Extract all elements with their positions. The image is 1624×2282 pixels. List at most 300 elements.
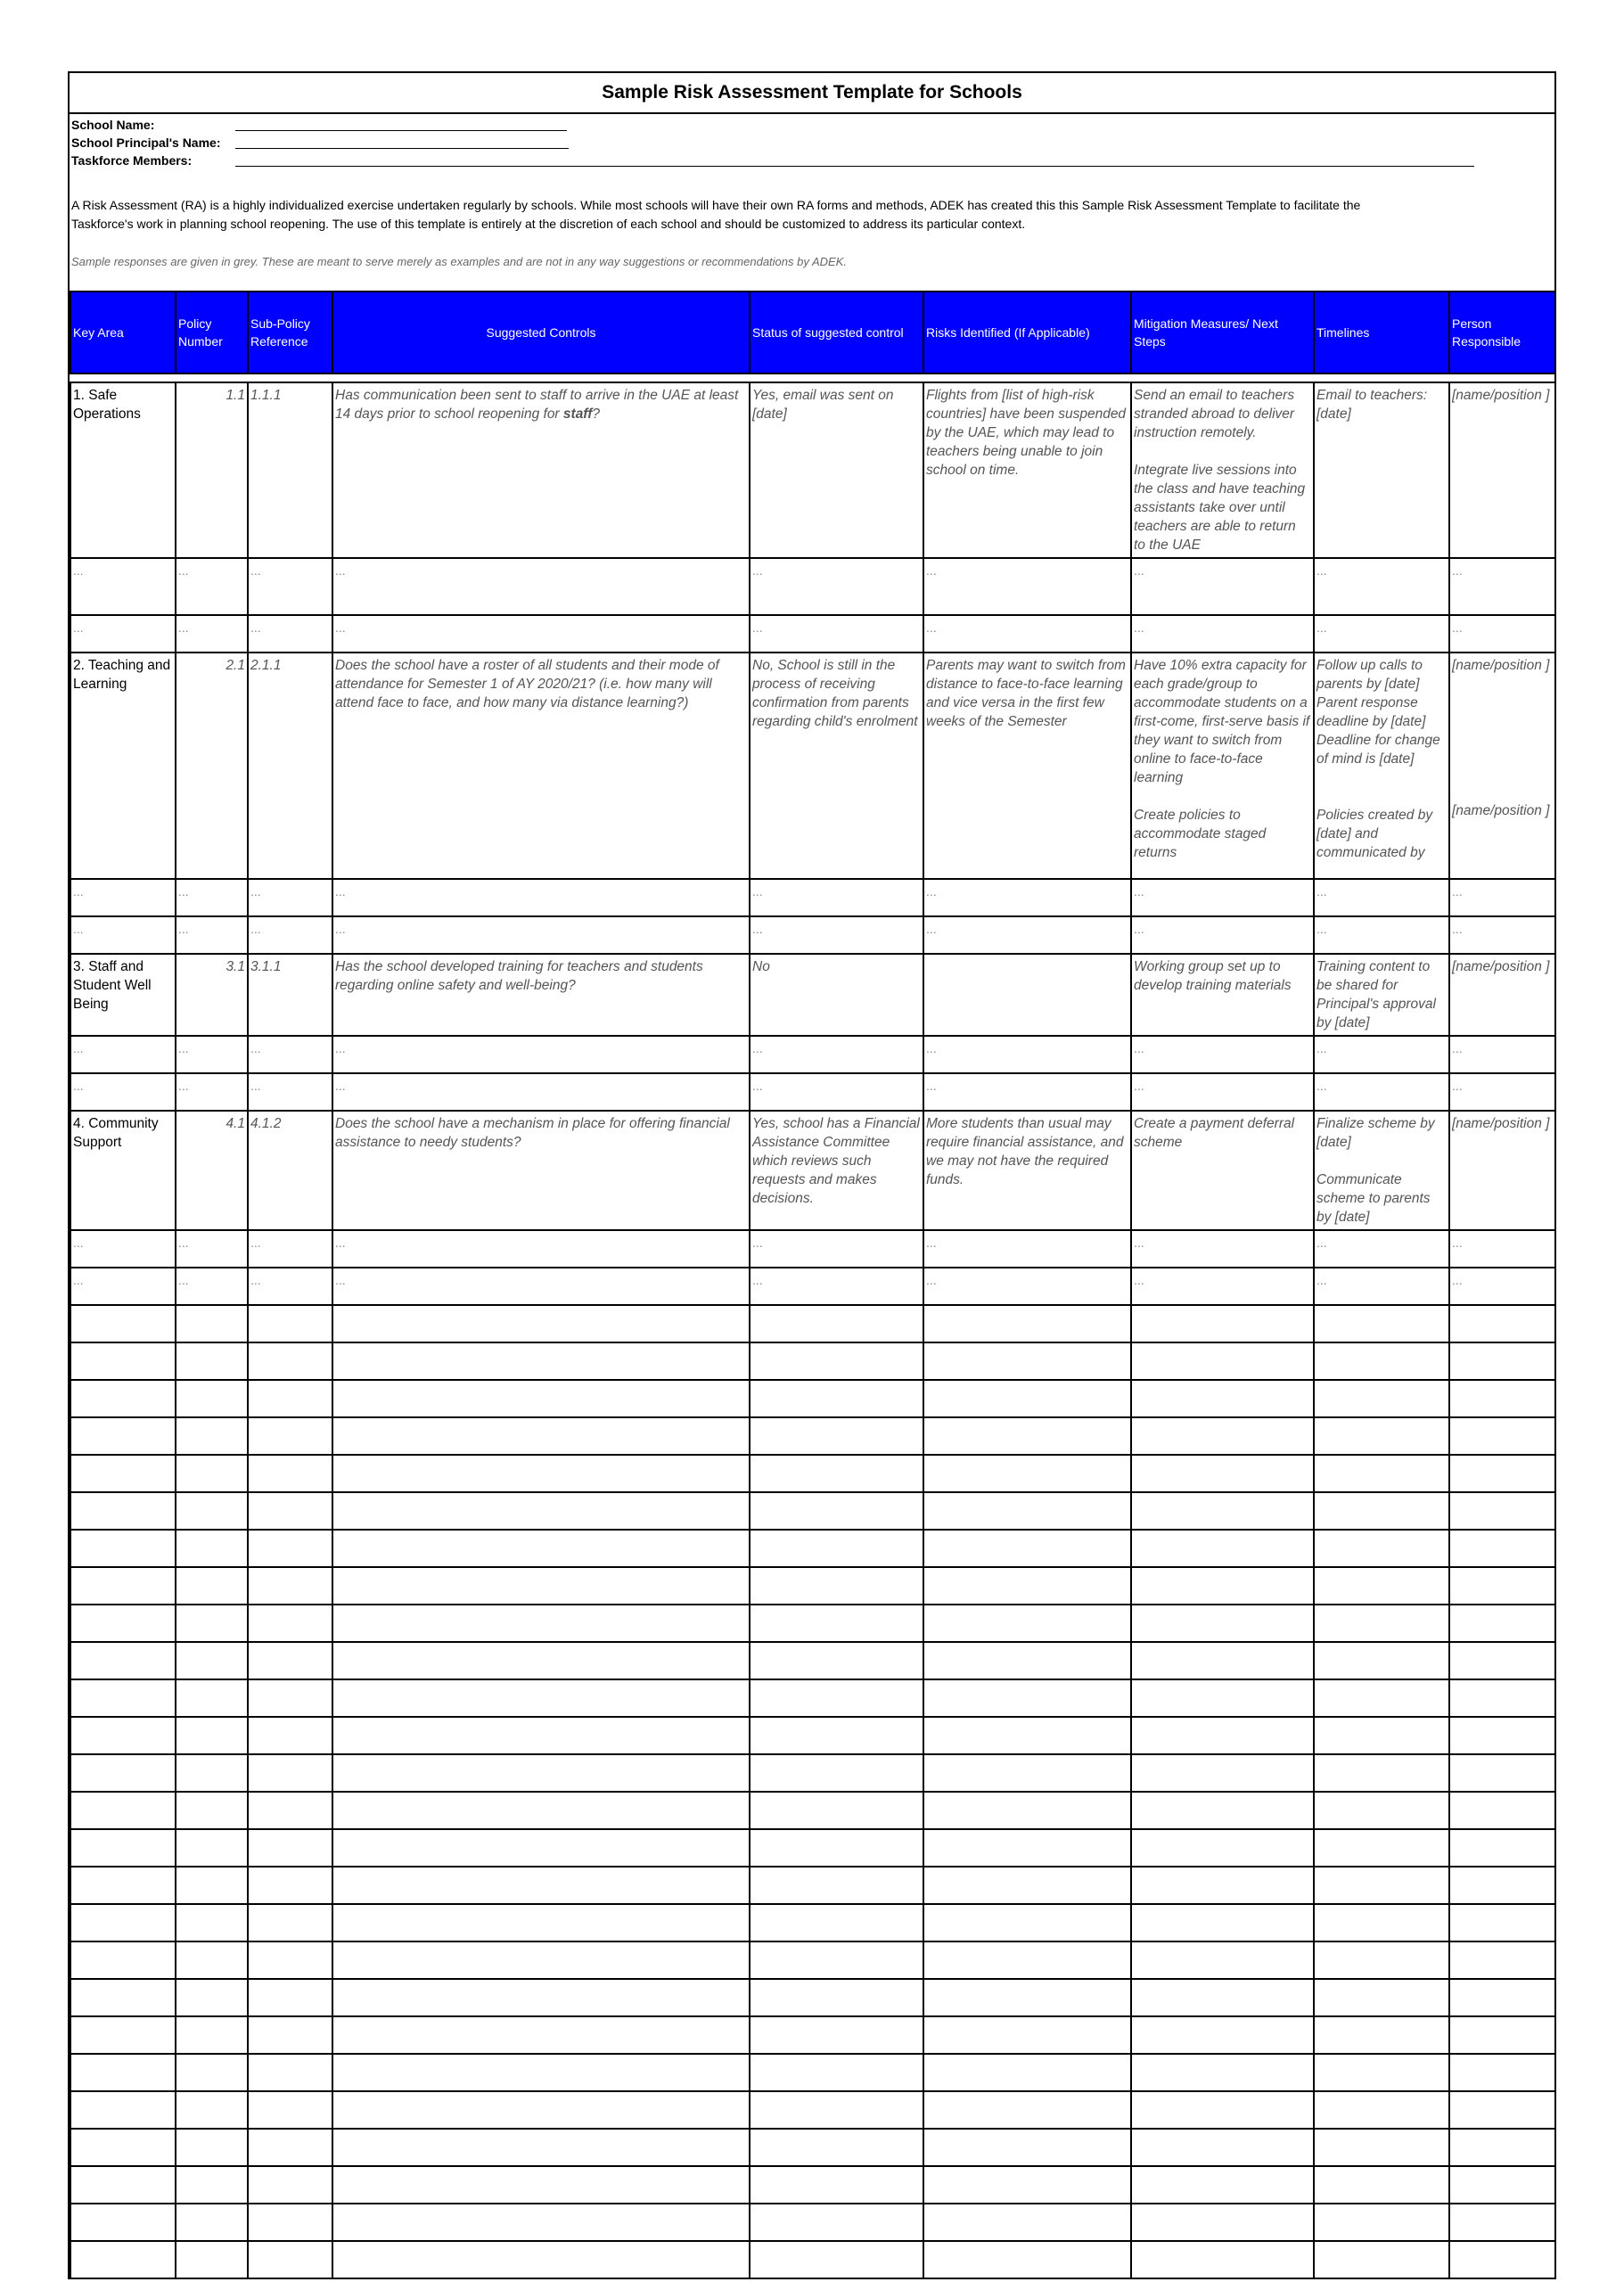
blank-cell[interactable] [332,1679,750,1717]
blank-cell[interactable] [1449,1754,1555,1792]
sub-policy-cell[interactable]: 3.1.1 [248,954,332,1036]
blank-cell[interactable] [1314,1792,1449,1829]
blank-cell[interactable] [248,2204,332,2241]
blank-cell[interactable] [1314,1567,1449,1605]
mitigation-cell[interactable]: Have 10% extra capacity for each grade/group to accommodate students on a first-come, first-serve basis if they want to switch from online to face-to-face learning Create policies to accommodate staged returns [1131,653,1314,879]
control-cell[interactable]: Has the school developed training for teachers and students regarding online safety and well-being? [332,954,750,1036]
blank-cell[interactable] [1314,1904,1449,1941]
blank-cell[interactable] [750,1342,923,1380]
blank-cell[interactable] [923,1642,1131,1679]
blank-cell[interactable] [248,2129,332,2166]
blank-cell[interactable] [70,2054,176,2091]
ellipsis-cell[interactable]: ... [332,615,750,653]
blank-cell[interactable] [332,2054,750,2091]
blank-cell[interactable] [1449,1642,1555,1679]
blank-cell[interactable] [1131,1792,1314,1829]
policy-number-cell[interactable]: 2.1 [176,653,248,879]
timeline-cell[interactable]: Follow up calls to parents by [date] Parent response deadline by [date] Deadline for change of mind is [date] Policies created by [date] and communicated by [1314,653,1449,879]
ellipsis-cell[interactable]: ... [248,558,332,615]
key-area-cell[interactable]: 1. Safe Operations [70,382,176,558]
blank-cell[interactable] [1449,1492,1555,1530]
blank-cell[interactable] [923,1679,1131,1717]
ellipsis-cell[interactable]: ... [1449,1073,1555,1111]
ellipsis-cell[interactable]: ... [1449,558,1555,615]
blank-cell[interactable] [1314,1492,1449,1530]
ellipsis-cell[interactable]: ... [750,1073,923,1111]
blank-cell[interactable] [332,1380,750,1417]
ellipsis-cell[interactable]: ... [332,1268,750,1305]
blank-cell[interactable] [1449,2166,1555,2204]
blank-cell[interactable] [332,1417,750,1455]
principal-name-input-line[interactable] [235,148,569,149]
blank-cell[interactable] [750,1380,923,1417]
ellipsis-cell[interactable]: ... [923,1230,1131,1268]
blank-cell[interactable] [332,2166,750,2204]
blank-cell[interactable] [70,1605,176,1642]
ellipsis-cell[interactable]: ... [750,615,923,653]
blank-cell[interactable] [70,1642,176,1679]
policy-number-cell[interactable]: 3.1 [176,954,248,1036]
blank-cell[interactable] [70,2204,176,2241]
blank-cell[interactable] [248,1829,332,1867]
blank-cell[interactable] [176,1492,248,1530]
blank-cell[interactable] [70,2241,176,2278]
blank-cell[interactable] [1449,1829,1555,1867]
ellipsis-cell[interactable]: ... [1314,916,1449,954]
ellipsis-cell[interactable]: ... [1314,1230,1449,1268]
blank-cell[interactable] [176,2166,248,2204]
blank-cell[interactable] [176,2204,248,2241]
status-cell[interactable]: Yes, email was sent on [date] [750,382,923,558]
blank-cell[interactable] [750,2166,923,2204]
blank-cell[interactable] [248,1979,332,2016]
ellipsis-cell[interactable]: ... [1449,916,1555,954]
timeline-cell[interactable]: Training content to be shared for Principal's approval by [date] [1314,954,1449,1036]
ellipsis-cell[interactable]: ... [1449,1268,1555,1305]
blank-cell[interactable] [923,1941,1131,1979]
blank-cell[interactable] [1314,2241,1449,2278]
ellipsis-cell[interactable]: ... [1314,558,1449,615]
ellipsis-cell[interactable]: ... [332,558,750,615]
blank-cell[interactable] [1131,1717,1314,1754]
blank-cell[interactable] [923,2016,1131,2054]
blank-cell[interactable] [750,1941,923,1979]
ellipsis-cell[interactable]: ... [332,879,750,916]
blank-cell[interactable] [1131,1567,1314,1605]
ellipsis-cell[interactable]: ... [332,1036,750,1073]
ellipsis-cell[interactable]: ... [332,1073,750,1111]
blank-cell[interactable] [70,1567,176,1605]
blank-cell[interactable] [1314,1455,1449,1492]
blank-cell[interactable] [1449,2054,1555,2091]
blank-cell[interactable] [1449,1455,1555,1492]
blank-cell[interactable] [1314,1717,1449,1754]
ellipsis-cell[interactable]: ... [923,916,1131,954]
blank-cell[interactable] [1131,2016,1314,2054]
ellipsis-cell[interactable]: ... [1314,1036,1449,1073]
blank-cell[interactable] [923,1754,1131,1792]
status-cell[interactable]: No, School is still in the process of receiving confirmation from parents regarding child's enrolment [750,653,923,879]
blank-cell[interactable] [1131,1380,1314,1417]
blank-cell[interactable] [923,2129,1131,2166]
blank-cell[interactable] [1449,1417,1555,1455]
blank-cell[interactable] [176,1904,248,1941]
blank-cell[interactable] [248,2054,332,2091]
blank-cell[interactable] [923,1829,1131,1867]
blank-cell[interactable] [248,1867,332,1904]
blank-cell[interactable] [1449,1380,1555,1417]
ellipsis-cell[interactable]: ... [248,1230,332,1268]
ellipsis-cell[interactable]: ... [70,1073,176,1111]
taskforce-input-line[interactable] [235,166,1474,167]
blank-cell[interactable] [1131,2129,1314,2166]
ellipsis-cell[interactable]: ... [923,1073,1131,1111]
blank-cell[interactable] [1131,2241,1314,2278]
blank-cell[interactable] [923,1867,1131,1904]
ellipsis-cell[interactable]: ... [176,1073,248,1111]
blank-cell[interactable] [1131,1979,1314,2016]
blank-cell[interactable] [1449,1679,1555,1717]
ellipsis-cell[interactable]: ... [1449,1036,1555,1073]
blank-cell[interactable] [70,1417,176,1455]
blank-cell[interactable] [923,1417,1131,1455]
blank-cell[interactable] [332,2129,750,2166]
blank-cell[interactable] [70,1829,176,1867]
blank-cell[interactable] [923,2241,1131,2278]
blank-cell[interactable] [923,1492,1131,1530]
blank-cell[interactable] [750,1605,923,1642]
ellipsis-cell[interactable]: ... [70,615,176,653]
ellipsis-cell[interactable]: ... [70,1230,176,1268]
blank-cell[interactable] [750,1717,923,1754]
blank-cell[interactable] [332,1867,750,1904]
blank-cell[interactable] [1314,2204,1449,2241]
control-cell[interactable] [332,382,750,558]
blank-cell[interactable] [70,1792,176,1829]
blank-cell[interactable] [248,2091,332,2129]
ellipsis-cell[interactable]: ... [248,879,332,916]
ellipsis-cell[interactable]: ... [176,1230,248,1268]
blank-cell[interactable] [1314,1530,1449,1567]
blank-cell[interactable] [1314,1679,1449,1717]
ellipsis-cell[interactable]: ... [923,1036,1131,1073]
blank-cell[interactable] [248,1679,332,1717]
blank-cell[interactable] [70,1380,176,1417]
blank-cell[interactable] [750,1679,923,1717]
blank-cell[interactable] [1449,1792,1555,1829]
blank-cell[interactable] [70,1305,176,1342]
blank-cell[interactable] [70,1492,176,1530]
blank-cell[interactable] [750,2091,923,2129]
ellipsis-cell[interactable]: ... [70,879,176,916]
risk-cell[interactable] [923,954,1131,1036]
blank-cell[interactable] [332,2204,750,2241]
blank-cell[interactable] [70,1979,176,2016]
blank-cell[interactable] [1449,1305,1555,1342]
blank-cell[interactable] [70,1717,176,1754]
risk-cell[interactable]: More students than usual may require financial assistance, and we may not have the required funds. [923,1111,1131,1230]
ellipsis-cell[interactable]: ... [332,916,750,954]
key-area-cell[interactable]: 3. Staff and Student Well Being [70,954,176,1036]
blank-cell[interactable] [923,1342,1131,1380]
blank-cell[interactable] [332,1754,750,1792]
sub-policy-cell[interactable]: 4.1.2 [248,1111,332,1230]
sub-policy-cell[interactable]: 1.1.1 [248,382,332,558]
ellipsis-cell[interactable]: ... [923,879,1131,916]
blank-cell[interactable] [923,2054,1131,2091]
blank-cell[interactable] [332,1642,750,1679]
blank-cell[interactable] [248,1717,332,1754]
blank-cell[interactable] [176,1829,248,1867]
ellipsis-cell[interactable]: ... [1131,879,1314,916]
blank-cell[interactable] [332,1567,750,1605]
mitigation-cell[interactable]: Create a payment deferral scheme [1131,1111,1314,1230]
blank-cell[interactable] [923,1904,1131,1941]
policy-number-cell[interactable]: 1.1 [176,382,248,558]
key-area-cell[interactable]: 4. Community Support [70,1111,176,1230]
blank-cell[interactable] [1449,1342,1555,1380]
timeline-cell[interactable]: Email to teachers: [date] [1314,382,1449,558]
blank-cell[interactable] [332,1455,750,1492]
blank-cell[interactable] [1131,1492,1314,1530]
blank-cell[interactable] [923,1530,1131,1567]
ellipsis-cell[interactable]: ... [1449,1230,1555,1268]
blank-cell[interactable] [750,2129,923,2166]
blank-cell[interactable] [923,1567,1131,1605]
ellipsis-cell[interactable]: ... [70,916,176,954]
blank-cell[interactable] [1314,1305,1449,1342]
blank-cell[interactable] [1131,1941,1314,1979]
blank-cell[interactable] [176,1867,248,1904]
blank-cell[interactable] [332,1941,750,1979]
blank-cell[interactable] [70,1904,176,1941]
blank-cell[interactable] [1131,2091,1314,2129]
blank-cell[interactable] [1131,2166,1314,2204]
ellipsis-cell[interactable]: ... [248,1268,332,1305]
blank-cell[interactable] [1131,1754,1314,1792]
person-cell[interactable]: [name/position ] [1449,954,1555,1036]
ellipsis-cell[interactable]: ... [1314,879,1449,916]
ellipsis-cell[interactable]: ... [750,879,923,916]
blank-cell[interactable] [248,1941,332,1979]
blank-cell[interactable] [750,2204,923,2241]
blank-cell[interactable] [1449,1605,1555,1642]
blank-cell[interactable] [176,1530,248,1567]
blank-cell[interactable] [1131,2054,1314,2091]
mitigation-cell[interactable]: Working group set up to develop training materials [1131,954,1314,1036]
blank-cell[interactable] [176,1642,248,1679]
blank-cell[interactable] [332,1305,750,1342]
ellipsis-cell[interactable]: ... [1131,1230,1314,1268]
blank-cell[interactable] [176,1380,248,1417]
blank-cell[interactable] [1449,1979,1555,2016]
ellipsis-cell[interactable]: ... [1131,1268,1314,1305]
sub-policy-cell[interactable]: 2.1.1 [248,653,332,879]
blank-cell[interactable] [176,2054,248,2091]
person-cell[interactable] [1449,653,1555,879]
blank-cell[interactable] [248,1530,332,1567]
blank-cell[interactable] [1449,1904,1555,1941]
blank-cell[interactable] [750,1867,923,1904]
blank-cell[interactable] [923,1605,1131,1642]
person-cell[interactable]: [name/position ] [1449,1111,1555,1230]
blank-cell[interactable] [1314,2016,1449,2054]
person-cell[interactable]: [name/position ] [1449,382,1555,558]
risk-cell[interactable]: Flights from [list of high-risk countries] have been suspended by the UAE, which may lead to teachers being unable to join school on time. [923,382,1131,558]
school-name-input-line[interactable] [235,130,567,131]
blank-cell[interactable] [248,1342,332,1380]
blank-cell[interactable] [332,1979,750,2016]
ellipsis-cell[interactable]: ... [176,1268,248,1305]
blank-cell[interactable] [1314,1829,1449,1867]
blank-cell[interactable] [1314,2054,1449,2091]
blank-cell[interactable] [176,1567,248,1605]
blank-cell[interactable] [332,1342,750,1380]
blank-cell[interactable] [1131,1867,1314,1904]
blank-cell[interactable] [248,1605,332,1642]
blank-cell[interactable] [750,1530,923,1567]
blank-cell[interactable] [750,2241,923,2278]
blank-cell[interactable] [750,1792,923,1829]
blank-cell[interactable] [923,1305,1131,1342]
ellipsis-cell[interactable]: ... [750,1268,923,1305]
ellipsis-cell[interactable]: ... [176,1036,248,1073]
blank-cell[interactable] [750,1455,923,1492]
ellipsis-cell[interactable]: ... [248,615,332,653]
blank-cell[interactable] [332,1829,750,1867]
blank-cell[interactable] [1131,1455,1314,1492]
blank-cell[interactable] [176,1754,248,1792]
ellipsis-cell[interactable]: ... [1449,615,1555,653]
blank-cell[interactable] [923,1979,1131,2016]
blank-cell[interactable] [70,2166,176,2204]
blank-cell[interactable] [176,1941,248,1979]
ellipsis-cell[interactable]: ... [750,558,923,615]
blank-cell[interactable] [332,2241,750,2278]
blank-cell[interactable] [248,2166,332,2204]
blank-cell[interactable] [1131,1679,1314,1717]
blank-cell[interactable] [1131,1829,1314,1867]
blank-cell[interactable] [1314,1642,1449,1679]
ellipsis-cell[interactable]: ... [923,615,1131,653]
blank-cell[interactable] [70,2091,176,2129]
blank-cell[interactable] [1131,1642,1314,1679]
blank-cell[interactable] [176,1605,248,1642]
risk-cell[interactable]: Parents may want to switch from distance to face-to-face learning and vice versa in the first few weeks of the Semester [923,653,1131,879]
blank-cell[interactable] [248,1642,332,1679]
blank-cell[interactable] [1449,2091,1555,2129]
blank-cell[interactable] [70,1530,176,1567]
blank-cell[interactable] [332,1904,750,1941]
blank-cell[interactable] [1449,1567,1555,1605]
blank-cell[interactable] [1449,2204,1555,2241]
blank-cell[interactable] [176,1305,248,1342]
ellipsis-cell[interactable]: ... [1131,1073,1314,1111]
blank-cell[interactable] [1449,1867,1555,1904]
blank-cell[interactable] [1314,2166,1449,2204]
blank-cell[interactable] [750,1904,923,1941]
ellipsis-cell[interactable]: ... [1449,879,1555,916]
blank-cell[interactable] [1314,1605,1449,1642]
blank-cell[interactable] [750,1567,923,1605]
ellipsis-cell[interactable]: ... [176,615,248,653]
ellipsis-cell[interactable]: ... [923,1268,1131,1305]
blank-cell[interactable] [332,1792,750,1829]
ellipsis-cell[interactable]: ... [248,1073,332,1111]
ellipsis-cell[interactable]: ... [1131,916,1314,954]
ellipsis-cell[interactable]: ... [750,1036,923,1073]
blank-cell[interactable] [750,1417,923,1455]
blank-cell[interactable] [248,1792,332,1829]
blank-cell[interactable] [70,1754,176,1792]
ellipsis-cell[interactable]: ... [1131,558,1314,615]
ellipsis-cell[interactable]: ... [750,916,923,954]
blank-cell[interactable] [248,1904,332,1941]
blank-cell[interactable] [176,2016,248,2054]
blank-cell[interactable] [1314,1867,1449,1904]
blank-cell[interactable] [332,1605,750,1642]
blank-cell[interactable] [750,1829,923,1867]
blank-cell[interactable] [70,2129,176,2166]
blank-cell[interactable] [70,1455,176,1492]
blank-cell[interactable] [1449,1941,1555,1979]
blank-cell[interactable] [750,1754,923,1792]
blank-cell[interactable] [248,2241,332,2278]
blank-cell[interactable] [332,1530,750,1567]
blank-cell[interactable] [1314,1754,1449,1792]
blank-cell[interactable] [176,1679,248,1717]
ellipsis-cell[interactable]: ... [248,1036,332,1073]
blank-cell[interactable] [176,2241,248,2278]
blank-cell[interactable] [1314,1380,1449,1417]
ellipsis-cell[interactable]: ... [176,558,248,615]
blank-cell[interactable] [923,1792,1131,1829]
blank-cell[interactable] [248,1567,332,1605]
blank-cell[interactable] [332,2091,750,2129]
blank-cell[interactable] [176,2129,248,2166]
blank-cell[interactable] [1314,2129,1449,2166]
blank-cell[interactable] [70,1342,176,1380]
blank-cell[interactable] [750,1979,923,2016]
blank-cell[interactable] [1314,1342,1449,1380]
ellipsis-cell[interactable]: ... [332,1230,750,1268]
blank-cell[interactable] [176,1455,248,1492]
blank-cell[interactable] [332,1717,750,1754]
blank-cell[interactable] [750,1642,923,1679]
blank-cell[interactable] [923,1717,1131,1754]
blank-cell[interactable] [1131,1530,1314,1567]
ellipsis-cell[interactable]: ... [923,558,1131,615]
blank-cell[interactable] [248,1455,332,1492]
status-cell[interactable]: No [750,954,923,1036]
blank-cell[interactable] [176,1417,248,1455]
blank-cell[interactable] [248,1754,332,1792]
blank-cell[interactable] [248,2016,332,2054]
blank-cell[interactable] [176,2091,248,2129]
blank-cell[interactable] [176,1717,248,1754]
status-cell[interactable]: Yes, school has a Financial Assistance Committee which reviews such requests and makes decisions. [750,1111,923,1230]
blank-cell[interactable] [1314,1979,1449,2016]
blank-cell[interactable] [70,1679,176,1717]
ellipsis-cell[interactable]: ... [176,879,248,916]
ellipsis-cell[interactable]: ... [1314,615,1449,653]
ellipsis-cell[interactable]: ... [1131,615,1314,653]
blank-cell[interactable] [1131,1605,1314,1642]
blank-cell[interactable] [1131,1904,1314,1941]
blank-cell[interactable] [176,1342,248,1380]
ellipsis-cell[interactable]: ... [1131,1036,1314,1073]
blank-cell[interactable] [70,2016,176,2054]
